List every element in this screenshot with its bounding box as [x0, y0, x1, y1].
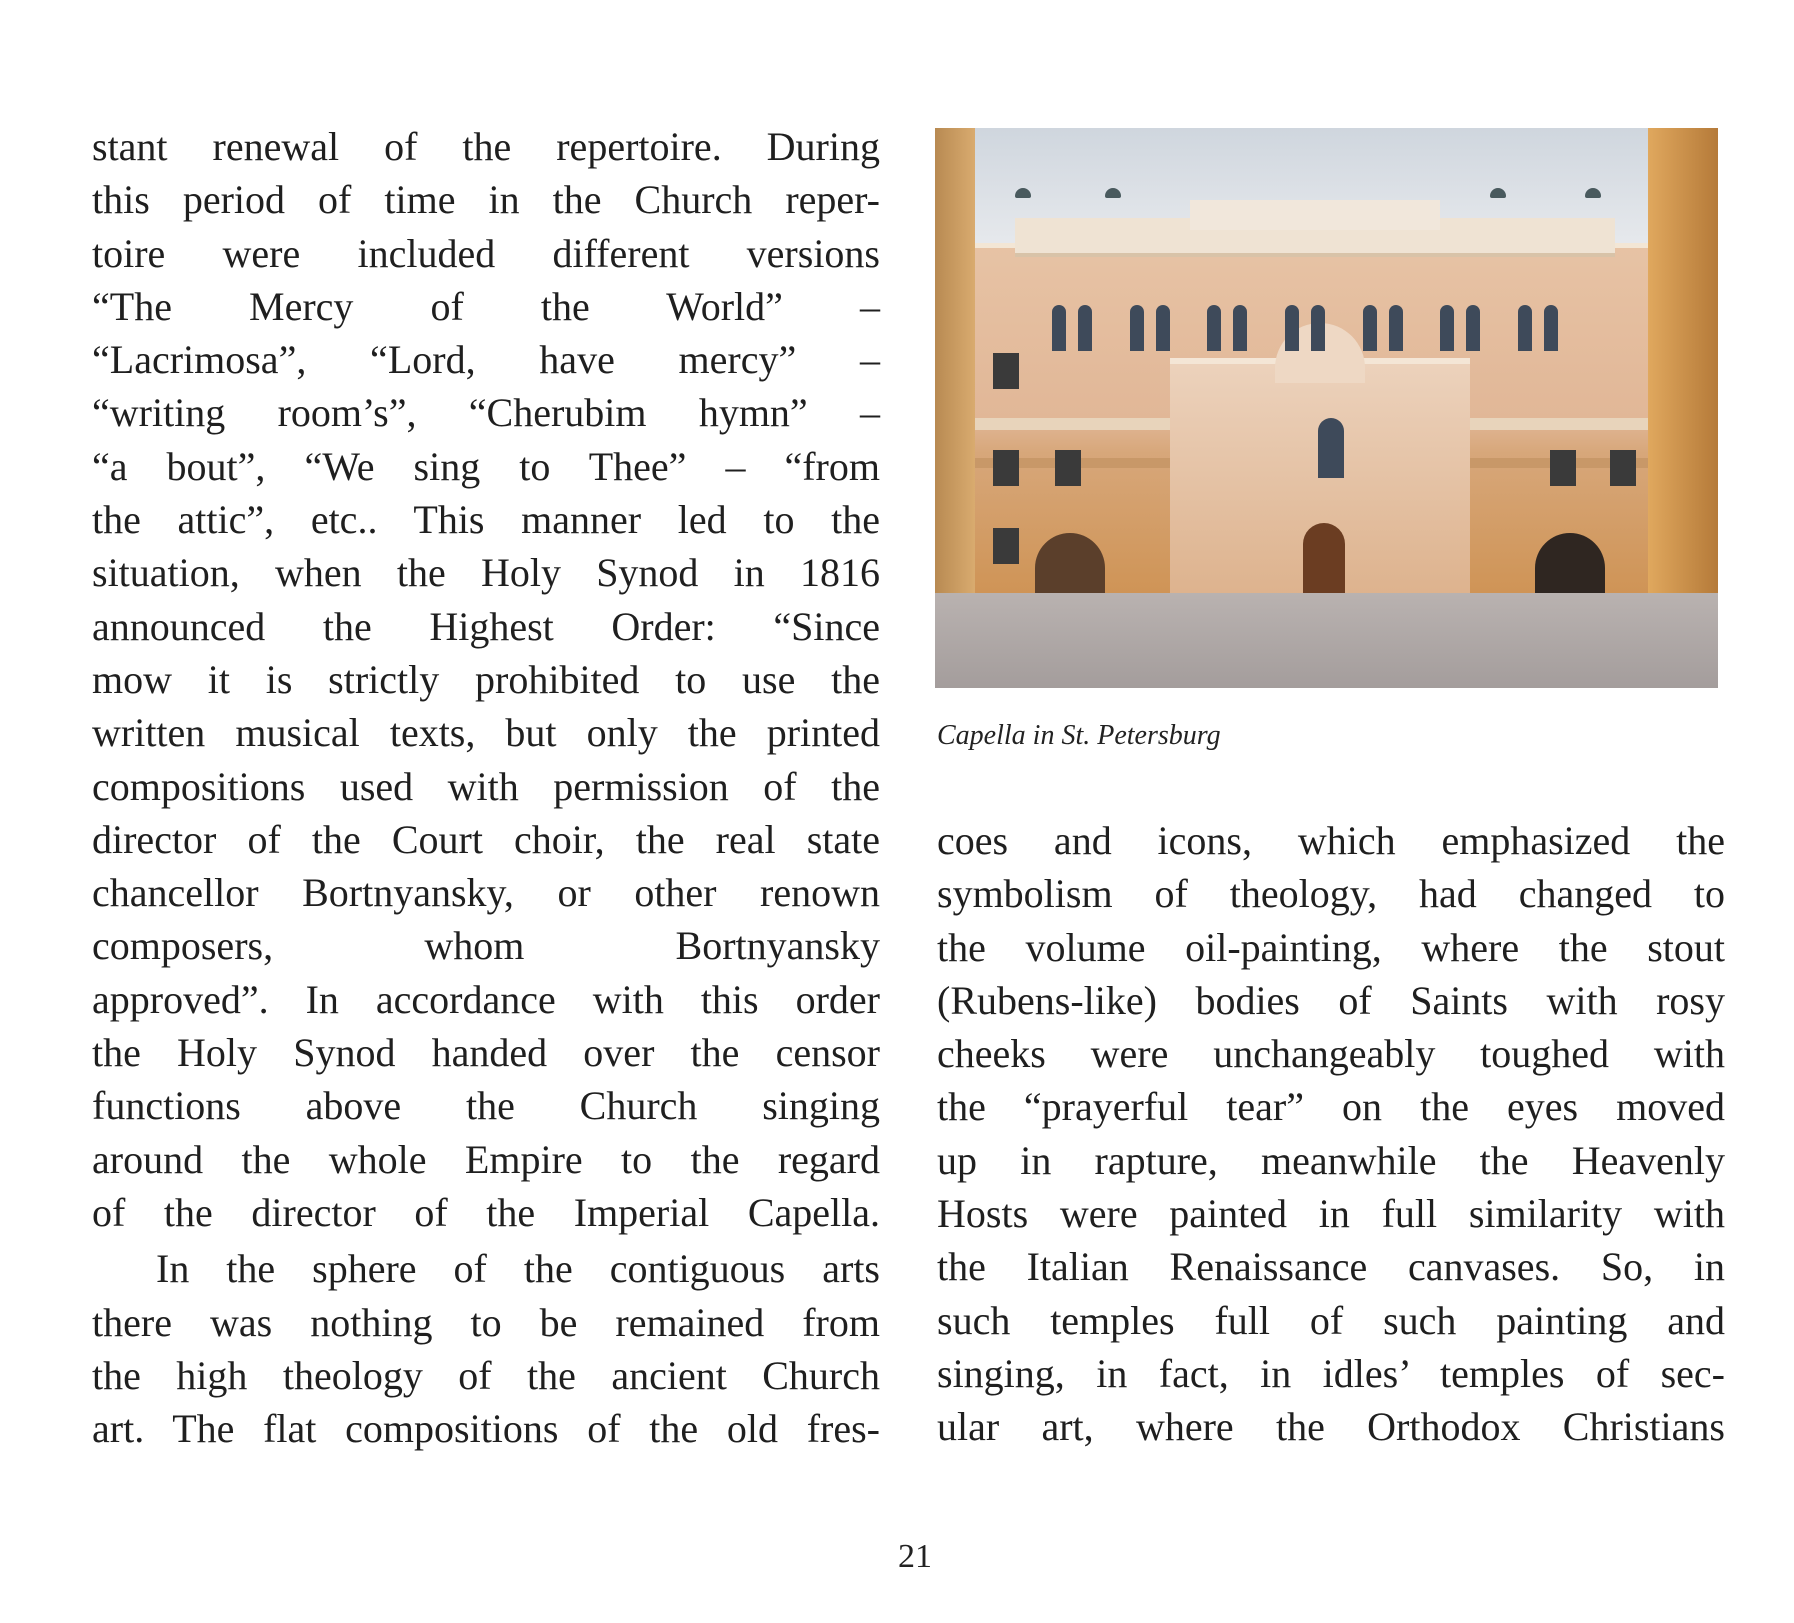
left-text-column: [92, 120, 880, 1455]
page-number: 21: [898, 1538, 932, 1575]
text-line: announced the Highest Order: “Since: [92, 603, 880, 649]
text-line: ular art, where the Orthodox Christians: [937, 1404, 1725, 1450]
text-line: symbolism of theology, had changed to: [937, 871, 1725, 917]
text-line: up in rapture, meanwhile the Heavenly: [937, 1137, 1725, 1183]
text-line: stant renewal of the repertoire. During: [92, 124, 880, 169]
text-line: there was nothing to be remained from: [92, 1299, 880, 1345]
text-line: around the whole Empire to the regard: [92, 1136, 880, 1182]
text-line: situation, when the Holy Synod in 1816: [92, 550, 880, 596]
text-line: mow it is strictly prohibited to use the: [92, 656, 880, 702]
right-text-column: [937, 814, 1725, 1454]
text-line: chancellor Bortnyansky, or other renown: [92, 870, 880, 916]
text-line: of the director of the Imperial Capella.: [92, 1189, 880, 1235]
text-line: functions above the Church singing: [92, 1083, 880, 1129]
text-line: approved”. In accordance with this order: [92, 976, 880, 1022]
text-line: compositions used with permission of the: [92, 763, 880, 809]
figure-caption: Capella in St. Petersburg: [937, 720, 1221, 751]
text-line: the attic”, etc.. This manner led to the: [92, 497, 880, 543]
text-line: director of the Court choir, the real state: [92, 816, 880, 862]
text-line: the Holy Synod handed over the censor: [92, 1030, 880, 1076]
text-line: this period of time in the Church reper-: [92, 177, 880, 223]
text-line: toire were included different versions: [92, 230, 880, 276]
text-line: the volume oil-painting, where the stout: [937, 924, 1725, 970]
text-line: “The Mercy of the World” –: [92, 283, 880, 329]
text-line: such temples full of such painting and: [937, 1297, 1725, 1343]
text-line: singing, in fact, in idles’ temples of sec-: [937, 1350, 1725, 1396]
text-line: “a bout”, “We sing to Thee” – “from: [92, 443, 880, 489]
text-line: the Italian Renaissance canvases. So, in: [937, 1244, 1725, 1290]
text-line: written musical texts, but only the printed: [92, 710, 880, 756]
text-line: the high theology of the ancient Church: [92, 1352, 880, 1398]
text-line: art. The flat compositions of the old fres-: [92, 1406, 880, 1452]
text-line: In the sphere of the contiguous arts: [156, 1246, 880, 1292]
capella-photograph: [935, 128, 1718, 688]
text-line: (Rubens-like) bodies of Saints with rosy: [937, 977, 1725, 1023]
text-line: the “prayerful tear” on the eyes moved: [937, 1084, 1725, 1130]
text-line: coes and icons, which emphasized the: [937, 818, 1725, 863]
text-line: cheeks were unchangeably toughed with: [937, 1031, 1725, 1077]
text-line: composers, whom Bortnyansky: [92, 923, 880, 969]
text-line: “writing room’s”, “Cherubim hymn” –: [92, 390, 880, 436]
text-line: “Lacrimosa”, “Lord, have mercy” –: [92, 337, 880, 383]
text-line: Hosts were painted in full similarity with: [937, 1191, 1725, 1237]
